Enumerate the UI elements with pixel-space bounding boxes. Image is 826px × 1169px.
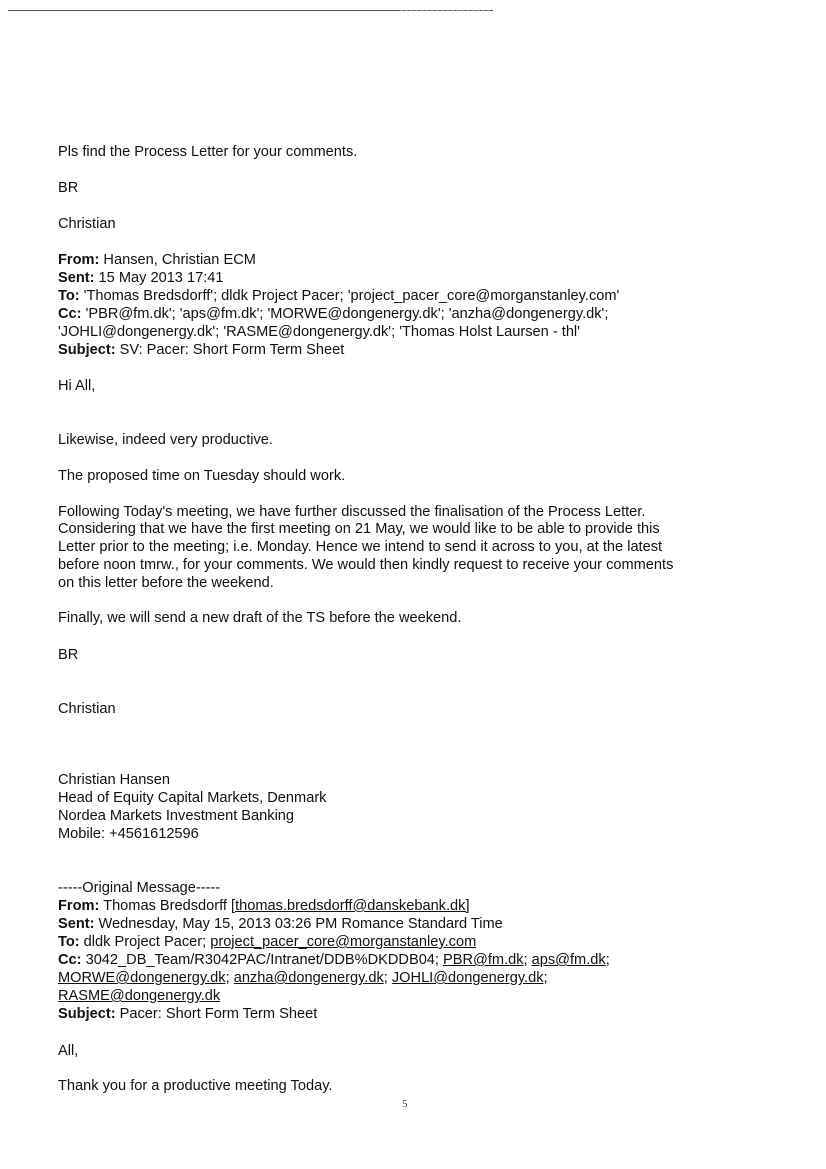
header2-cc-line3 — [58, 988, 220, 1005]
closing-br: BR — [58, 180, 79, 196]
sent-value: 15 May 2013 17:41 — [98, 270, 224, 286]
cc-end: ; — [605, 952, 610, 968]
body2-greeting: All, — [58, 1043, 79, 1059]
cc-email-link-johli[interactable]: JOHLI@dongenergy.dk — [391, 970, 544, 986]
header1-to — [58, 288, 619, 305]
subject-label: Subject: — [58, 342, 116, 358]
cc-email-link-morwe[interactable]: MORWE@dongenergy.dk — [58, 970, 226, 986]
from-email-link[interactable]: [thomas.bredsdorff@danskebank.dk] — [231, 898, 470, 914]
cc-label: Cc: — [58, 952, 82, 968]
body1-paragraph-3-line3: Letter prior to the meeting; i.e. Monday. Hence we intend to send it across to you, at the latest — [58, 539, 663, 555]
body1-paragraph-1: Likewise, indeed very productive. — [58, 432, 273, 448]
to-label: To: — [58, 934, 80, 950]
cc-end: ; — [543, 970, 548, 986]
header2-subject — [58, 1006, 317, 1023]
scan-artifact-line-faint — [400, 10, 490, 11]
body2-paragraph-1: Thank you for a productive meeting Today. — [58, 1078, 333, 1094]
body1-paragraph-3-line4: before noon tmrw., for your comments. We would then kindly request to receive your comments — [58, 557, 674, 573]
cc-email-link-rasme[interactable]: RASME@dongenergy.dk — [58, 988, 221, 1004]
to-value: 'Thomas Bredsdorff'; dldk Project Pacer; 'project_pacer_core@morganstanley.com' — [83, 288, 620, 304]
signature-company: Nordea Markets Investment Banking — [58, 808, 295, 824]
header2-sent — [58, 916, 503, 933]
cc-value-line1: 'PBR@fm.dk'; 'aps@fm.dk'; 'MORWE@dongenergy.dk'; 'anzha@dongenergy.dk'; — [85, 306, 609, 322]
signature-mobile: Mobile: +4561612596 — [58, 826, 199, 842]
sent-label: Sent: — [58, 270, 95, 286]
header1-from — [58, 252, 256, 269]
cc-label: Cc: — [58, 306, 82, 322]
cc-email-link-aps[interactable]: aps@fm.dk — [531, 952, 606, 968]
body1-paragraph-2: The proposed time on Tuesday should work. — [58, 468, 346, 484]
signature-name: Christian Hansen — [58, 772, 170, 788]
body1-paragraph-4: Finally, we will send a new draft of the TS before the weekend. — [58, 610, 462, 626]
sent-value: Wednesday, May 15, 2013 03:26 PM Romance Standard Time — [98, 916, 503, 932]
body1-paragraph-3-line5: on this letter before the weekend. — [58, 575, 274, 591]
subject-value: SV: Pacer: Short Form Term Sheet — [119, 342, 345, 358]
signoff-name: Christian — [58, 216, 116, 232]
cc-separator: ; — [225, 970, 234, 986]
cc-value-line2: 'JOHLI@dongenergy.dk'; 'RASME@dongenergy.dk'; 'Thomas Holst Laursen - thl' — [58, 324, 580, 340]
header2-cc — [58, 952, 610, 969]
cc-prefix: 3042_DB_Team/R3042PAC/Intranet/DDB%DKDDB04; — [85, 952, 444, 968]
body1-greeting: Hi All, — [58, 378, 96, 394]
cc-separator: ; — [523, 952, 532, 968]
header2-cc-line2 — [58, 970, 548, 987]
cc-email-link-anzha[interactable]: anzha@dongenergy.dk — [233, 970, 384, 986]
to-prefix: dldk Project Pacer; — [83, 934, 211, 950]
to-label: To: — [58, 288, 80, 304]
from-name: Thomas Bredsdorff — [103, 898, 232, 914]
signature-title: Head of Equity Capital Markets, Denmark — [58, 790, 327, 806]
body1-paragraph-3-line2: Considering that we have the first meeting on 21 May, we would like to be able to provide this — [58, 521, 660, 537]
header1-subject — [58, 342, 344, 359]
header2-from — [58, 898, 470, 915]
page-number: 5 — [402, 1098, 408, 1110]
original-message-divider: -----Original Message----- — [58, 880, 221, 896]
intro-line: Pls find the Process Letter for your comments. — [58, 144, 358, 160]
cc-separator: ; — [383, 970, 392, 986]
cc-email-link-pbr[interactable]: PBR@fm.dk — [443, 952, 524, 968]
to-email-link[interactable]: project_pacer_core@morganstanley.com — [210, 934, 477, 950]
body1-paragraph-3-line1: Following Today's meeting, we have further discussed the finalisation of the Process Letter. — [58, 504, 646, 520]
subject-value: Pacer: Short Form Term Sheet — [119, 1006, 318, 1022]
body1-closing-br: BR — [58, 647, 79, 663]
header2-to — [58, 934, 476, 951]
sent-label: Sent: — [58, 916, 95, 932]
subject-label: Subject: — [58, 1006, 116, 1022]
from-label: From: — [58, 898, 100, 914]
from-value: Hansen, Christian ECM — [103, 252, 256, 268]
header1-sent — [58, 270, 224, 287]
body1-signoff: Christian — [58, 701, 116, 717]
from-label: From: — [58, 252, 100, 268]
header1-cc — [58, 306, 608, 323]
